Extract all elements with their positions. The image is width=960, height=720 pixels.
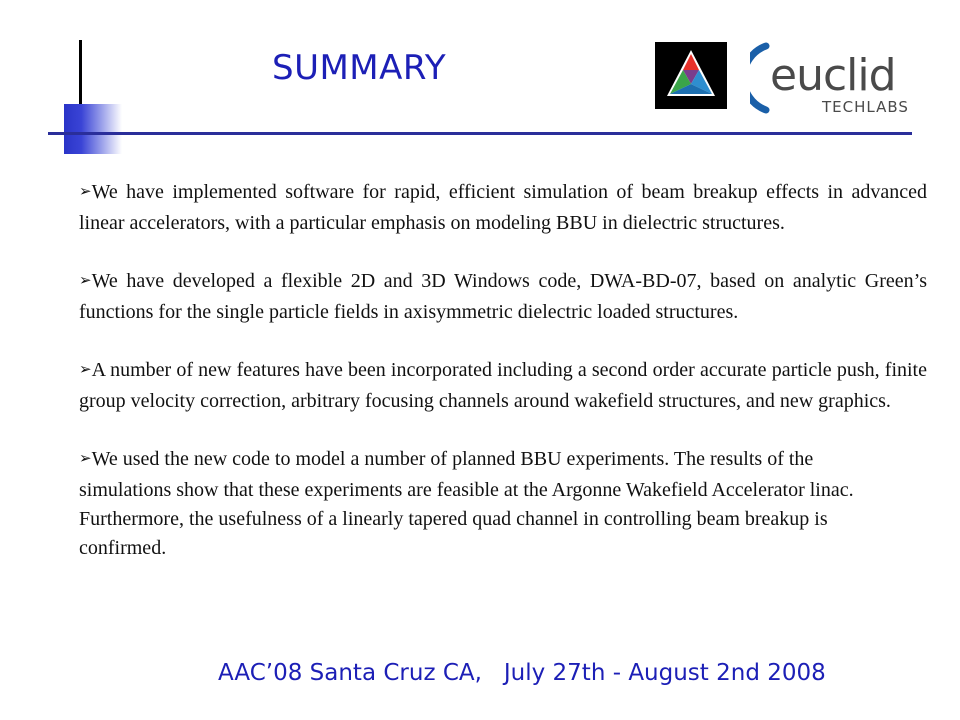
slide-footer: AAC’08 Santa Cruz CA, July 27th - August 2nd 2008 (218, 660, 826, 686)
arrow-bullet-icon: ➢ (79, 273, 92, 289)
euclid-logo-word: euclid (770, 50, 896, 101)
bullet-paragraph (79, 445, 903, 563)
bullet-paragraph (79, 178, 927, 238)
argonne-logo (655, 42, 727, 109)
bullet-text: We have developed a flexible 2D and 3D Windows code, DWA-BD-07, based on analytic Green’s functions for the single particle fields in axisymmetric dielectric loaded structures. (79, 270, 927, 323)
bullet-text: We have implemented software for rapid, efficient simulation of beam breakup effects in advanced linear accelerators, with a particular emphasis on modeling BBU in dielectric structures. (79, 181, 927, 234)
bullet-paragraph (79, 267, 927, 327)
arrow-bullet-icon: ➢ (79, 451, 92, 467)
slide-title: SUMMARY (272, 48, 447, 88)
arrow-bullet-icon: ➢ (79, 184, 92, 200)
title-underline-rule (48, 132, 912, 135)
techlabs-logo-word: TECHLABS (822, 98, 909, 116)
decorative-blue-gradient-bar (64, 104, 122, 154)
bullet-paragraph (79, 356, 927, 416)
euclid-techlabs-logo (750, 38, 936, 120)
arrow-bullet-icon: ➢ (79, 362, 92, 378)
summary-bullets (79, 178, 927, 563)
bullet-text: We used the new code to model a number of planned BBU experiments. The results of the simulations show that these experiments are feasible at the Argonne Wakefield Accelerator linac. Furthermore, the usefulness of a linearly tapered quad channel in controlling beam breakup is confirmed. (79, 448, 854, 559)
bullet-text: A number of new features have been incorporated including a second order accurate particle push, finite group velocity correction, arbitrary focusing channels around wakefield structures, and new graphics. (79, 359, 927, 412)
